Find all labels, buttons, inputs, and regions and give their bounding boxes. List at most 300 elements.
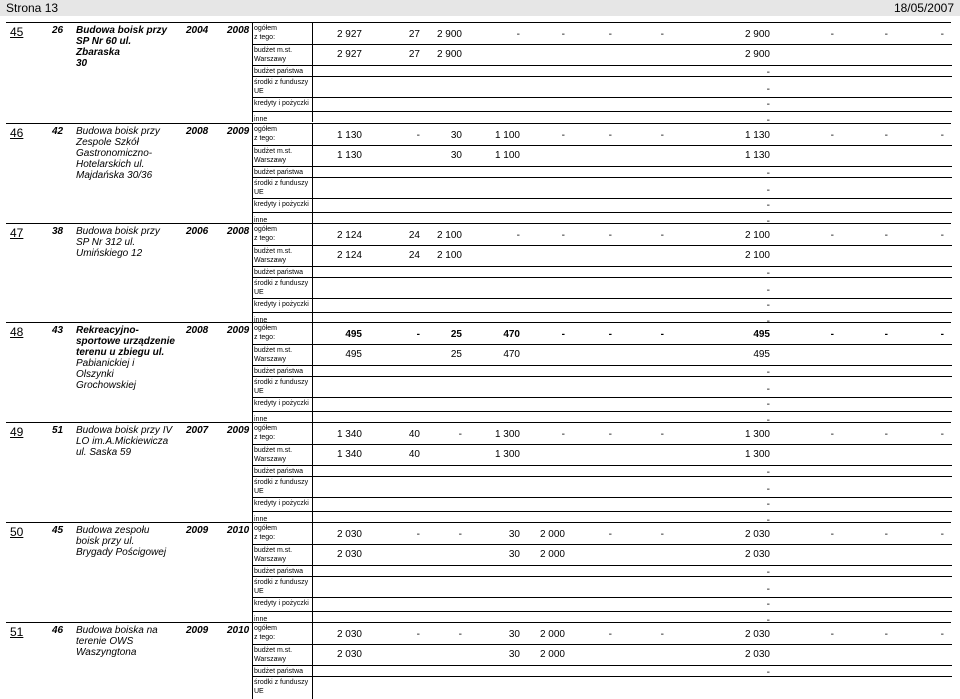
- total-value-cell: -: [608, 529, 612, 540]
- city-budget-value-cell: 2 000: [539, 649, 565, 660]
- record-block: [0, 522, 960, 626]
- funding-source-label: [254, 99, 312, 108]
- funding-source-text: z tego:: [254, 235, 276, 242]
- funding-source-label: [254, 578, 312, 596]
- row-divider: [252, 266, 952, 267]
- row-divider: [252, 312, 952, 313]
- row-divider: [252, 497, 952, 498]
- total-value-cell: -: [940, 629, 944, 640]
- funding-source-text: ogółem: [254, 25, 277, 32]
- total-value-cell: 2 030: [744, 629, 770, 640]
- total-value-cell: -: [940, 429, 944, 440]
- city-budget-value-cell: 40: [408, 449, 420, 460]
- funding-source-label: [254, 524, 312, 542]
- funding-source-label: [254, 168, 312, 177]
- task-name-line: LO im.A.Mickiewicza: [76, 436, 169, 447]
- total-value-cell: -: [660, 130, 664, 141]
- empty-value: -: [766, 467, 770, 478]
- city-budget-value-cell: 24: [408, 250, 420, 261]
- total-value-cell: -: [940, 130, 944, 141]
- task-name-line: Budowa zespołu: [76, 525, 150, 536]
- total-value-cell: -: [940, 230, 944, 241]
- funding-source-text: środki z funduszy: [254, 280, 309, 287]
- funding-source-text: inne: [254, 217, 268, 224]
- total-value-cell: -: [940, 29, 944, 40]
- record-divider: [6, 123, 951, 124]
- funding-source-label: [254, 678, 312, 696]
- city-budget-value-cell: 2 100: [436, 250, 462, 261]
- empty-value: -: [766, 667, 770, 678]
- total-value-cell: -: [416, 329, 420, 340]
- funding-source-text: UE: [254, 688, 264, 695]
- row-divider: [252, 411, 952, 412]
- funding-source-text: budżet m.st.: [254, 547, 293, 554]
- total-value-cell: 2 030: [336, 529, 362, 540]
- empty-value: -: [766, 185, 770, 196]
- total-value-cell: 24: [408, 230, 420, 241]
- total-value-cell: 1 130: [336, 130, 362, 141]
- city-budget-value-cell: 30: [508, 649, 520, 660]
- total-value-cell: -: [608, 429, 612, 440]
- start-year: 2009: [186, 625, 209, 636]
- total-value-cell: -: [458, 429, 462, 440]
- total-value-cell: 40: [408, 429, 420, 440]
- total-value-cell: -: [608, 329, 612, 340]
- funding-source-label: [254, 599, 312, 608]
- column-separator: [312, 322, 313, 422]
- total-value-cell: -: [561, 329, 565, 340]
- total-value-cell: 495: [345, 329, 362, 340]
- page-number: Strona 13: [6, 1, 59, 15]
- funding-source-text: z tego:: [254, 634, 276, 641]
- city-budget-value-cell: 2 030: [336, 549, 362, 560]
- row-divider: [252, 465, 952, 466]
- task-name-line: sportowe urządzenie: [76, 336, 175, 347]
- funding-source-text: z tego:: [254, 135, 276, 142]
- record-number: 46: [52, 625, 64, 636]
- record-divider: [6, 422, 951, 423]
- funding-source-label: [254, 399, 312, 408]
- record-divider: [6, 522, 951, 523]
- total-value-cell: -: [884, 329, 888, 340]
- funding-source-label: [254, 478, 312, 496]
- row-divider: [252, 444, 952, 445]
- funding-source-text: budżet m.st.: [254, 248, 293, 255]
- column-separator: [312, 123, 313, 223]
- record-index: 48: [10, 325, 24, 339]
- row-divider: [252, 676, 952, 677]
- record-block: [0, 322, 960, 426]
- funding-source-text: UE: [254, 388, 264, 395]
- funding-source-label: [254, 225, 312, 243]
- task-name-line: Rekreacyjno-: [76, 325, 139, 336]
- task-name-line: Zespole Szkół: [76, 137, 139, 148]
- funding-source-label: [254, 125, 312, 143]
- empty-value: -: [766, 67, 770, 78]
- record-block: [0, 22, 960, 126]
- city-budget-value-cell: 30: [450, 150, 462, 161]
- funding-source-text: budżet m.st.: [254, 647, 293, 654]
- total-value-cell: -: [660, 429, 664, 440]
- total-value-cell: -: [660, 529, 664, 540]
- city-budget-value-cell: 1 130: [744, 150, 770, 161]
- funding-source-text: Warszawy: [254, 157, 287, 164]
- total-value-cell: 1 100: [494, 130, 520, 141]
- total-value-cell: 30: [450, 130, 462, 141]
- city-budget-value-cell: 2 124: [336, 250, 362, 261]
- record-number: 45: [52, 525, 64, 536]
- record-divider: [6, 622, 951, 623]
- funding-source-label: [254, 499, 312, 508]
- empty-value: -: [766, 216, 770, 227]
- funding-source-label: [254, 268, 312, 277]
- total-value-cell: 2 000: [539, 529, 565, 540]
- funding-source-text: Warszawy: [254, 257, 287, 264]
- city-budget-value-cell: 2 900: [744, 49, 770, 60]
- row-divider: [252, 76, 952, 77]
- total-value-cell: -: [884, 429, 888, 440]
- total-value-cell: -: [561, 130, 565, 141]
- task-name-line: terenie OWS: [76, 636, 134, 647]
- task-name-line: Budowa boisk przy: [76, 25, 168, 36]
- column-separator: [252, 223, 253, 323]
- total-value-cell: -: [516, 29, 520, 40]
- funding-source-text: środki z funduszy: [254, 180, 309, 187]
- record-block: [0, 123, 960, 227]
- row-divider: [252, 298, 952, 299]
- city-budget-value-cell: 470: [503, 349, 520, 360]
- total-value-cell: 30: [508, 629, 520, 640]
- empty-value: -: [766, 115, 770, 126]
- funding-source-label: [254, 67, 312, 76]
- total-value-cell: 1 130: [744, 130, 770, 141]
- funding-source-text: budżet państwa: [254, 169, 304, 176]
- record-number: 42: [52, 126, 64, 137]
- funding-source-text: budżet państwa: [254, 368, 304, 375]
- funding-source-text: inne: [254, 616, 268, 623]
- row-divider: [252, 198, 952, 199]
- row-divider: [252, 245, 952, 246]
- total-value-cell: 25: [450, 329, 462, 340]
- task-name-line: Grochowskiej: [76, 380, 137, 391]
- row-divider: [252, 597, 952, 598]
- task-name: [76, 226, 176, 259]
- funding-source-label: [254, 147, 312, 165]
- end-year: 2008: [227, 25, 250, 36]
- total-value-cell: -: [830, 230, 834, 241]
- funding-source-text: z tego:: [254, 434, 276, 441]
- end-year: 2010: [227, 625, 250, 636]
- total-value-cell: -: [884, 130, 888, 141]
- funding-source-text: UE: [254, 189, 264, 196]
- row-divider: [252, 576, 952, 577]
- funding-source-text: ogółem: [254, 425, 277, 432]
- record-block: [0, 223, 960, 327]
- total-value-cell: 2 000: [539, 629, 565, 640]
- funding-source-text: inne: [254, 416, 268, 423]
- row-divider: [252, 565, 952, 566]
- total-value-cell: 2 100: [744, 230, 770, 241]
- end-year: 2010: [227, 525, 250, 536]
- task-name: [76, 425, 176, 458]
- total-value-cell: 495: [753, 329, 770, 340]
- funding-source-text: środki z funduszy: [254, 679, 309, 686]
- empty-value: -: [766, 99, 770, 110]
- record-index: 51: [10, 625, 24, 639]
- row-divider: [252, 277, 952, 278]
- empty-value: -: [766, 300, 770, 311]
- task-name-line: SP Nr 60 ul. Zbaraska: [76, 36, 132, 58]
- empty-value: -: [766, 499, 770, 510]
- city-budget-value-cell: 495: [753, 349, 770, 360]
- city-budget-value-cell: 2 100: [744, 250, 770, 261]
- total-value-cell: 470: [503, 329, 520, 340]
- total-value-cell: -: [884, 529, 888, 540]
- task-name: [76, 525, 176, 558]
- funding-source-text: środki z funduszy: [254, 479, 309, 486]
- funding-source-text: ogółem: [254, 226, 277, 233]
- total-value-cell: -: [561, 230, 565, 241]
- funding-source-text: Warszawy: [254, 356, 287, 363]
- funding-source-text: budżet państwa: [254, 468, 304, 475]
- city-budget-value-cell: 25: [450, 349, 462, 360]
- empty-value: -: [766, 367, 770, 378]
- total-value-cell: -: [660, 629, 664, 640]
- funding-source-text: środki z funduszy: [254, 79, 309, 86]
- row-divider: [252, 476, 952, 477]
- total-value-cell: -: [830, 29, 834, 40]
- column-separator: [312, 422, 313, 522]
- total-value-cell: -: [416, 629, 420, 640]
- row-divider: [252, 111, 952, 112]
- row-divider: [252, 97, 952, 98]
- empty-value: -: [766, 567, 770, 578]
- funding-source-label: [254, 424, 312, 442]
- funding-source-label: [254, 367, 312, 376]
- total-value-cell: 2 124: [336, 230, 362, 241]
- task-name-line: Majdańska 30/36: [76, 170, 153, 181]
- task-name-line: Waszyngtona: [76, 647, 137, 658]
- funding-source-text: kredyty i pożyczki: [254, 301, 309, 308]
- record-number: 38: [52, 226, 64, 237]
- column-separator: [252, 422, 253, 522]
- total-value-cell: 2 900: [744, 29, 770, 40]
- row-divider: [252, 376, 952, 377]
- total-value-cell: -: [608, 29, 612, 40]
- funding-source-text: Warszawy: [254, 656, 287, 663]
- column-separator: [312, 223, 313, 323]
- city-budget-value-cell: 1 300: [744, 449, 770, 460]
- end-year: 2009: [227, 425, 250, 436]
- record-divider: [6, 223, 951, 224]
- funding-source-text: z tego:: [254, 34, 276, 41]
- task-name-line: Brygady Pościgowej: [76, 547, 167, 558]
- row-divider: [252, 212, 952, 213]
- task-name-line: terenu u zbiegu ul.: [76, 347, 165, 358]
- total-value-cell: -: [561, 29, 565, 40]
- total-value-cell: -: [416, 529, 420, 540]
- start-year: 2006: [186, 226, 209, 237]
- total-value-cell: -: [561, 429, 565, 440]
- total-value-cell: -: [830, 329, 834, 340]
- column-separator: [312, 22, 313, 122]
- empty-value: -: [766, 384, 770, 395]
- empty-value: -: [766, 615, 770, 626]
- funding-source-text: ogółem: [254, 325, 277, 332]
- total-value-cell: -: [608, 629, 612, 640]
- row-divider: [252, 665, 952, 666]
- total-value-cell: -: [830, 529, 834, 540]
- funding-source-text: Warszawy: [254, 56, 287, 63]
- record-block: [0, 422, 960, 526]
- row-divider: [252, 177, 952, 178]
- funding-source-text: UE: [254, 88, 264, 95]
- start-year: 2008: [186, 325, 209, 336]
- row-divider: [252, 644, 952, 645]
- total-value-cell: -: [416, 130, 420, 141]
- total-value-cell: -: [608, 130, 612, 141]
- funding-source-label: [254, 667, 312, 676]
- empty-value: -: [766, 268, 770, 279]
- city-budget-value-cell: 1 340: [336, 449, 362, 460]
- total-value-cell: -: [458, 629, 462, 640]
- record-number: 51: [52, 425, 64, 436]
- row-divider: [252, 65, 952, 66]
- funding-source-text: budżet m.st.: [254, 148, 293, 155]
- funding-source-label: [254, 446, 312, 464]
- funding-source-text: Warszawy: [254, 456, 287, 463]
- funding-source-label: [254, 546, 312, 564]
- record-block: [0, 622, 960, 699]
- city-budget-value-cell: 2 030: [336, 649, 362, 660]
- funding-source-label: [254, 247, 312, 265]
- funding-source-label: [254, 24, 312, 42]
- funding-source-label: [254, 78, 312, 96]
- task-name-line: Budowa boisk przy IV: [76, 425, 173, 436]
- column-separator: [312, 522, 313, 622]
- total-value-cell: -: [516, 230, 520, 241]
- funding-source-text: budżet państwa: [254, 68, 304, 75]
- funding-source-label: [254, 567, 312, 576]
- city-budget-value-cell: 2 030: [744, 549, 770, 560]
- empty-value: -: [766, 168, 770, 179]
- funding-source-label: [254, 624, 312, 642]
- total-value-cell: -: [830, 429, 834, 440]
- row-divider: [252, 145, 952, 146]
- total-value-cell: -: [884, 230, 888, 241]
- total-value-cell: -: [940, 529, 944, 540]
- total-value-cell: 2 030: [744, 529, 770, 540]
- record-index: 47: [10, 226, 24, 240]
- total-value-cell: 2 030: [336, 629, 362, 640]
- task-name: [76, 126, 176, 181]
- column-separator: [252, 123, 253, 223]
- empty-value: -: [766, 200, 770, 211]
- task-name-line: Hotelarskich ul.: [76, 159, 145, 170]
- task-name-line: Budowa boiska na: [76, 625, 158, 636]
- end-year: 2008: [227, 226, 250, 237]
- empty-value: -: [766, 84, 770, 95]
- funding-source-label: [254, 378, 312, 396]
- city-budget-value-cell: 1 300: [494, 449, 520, 460]
- city-budget-value-cell: 1 100: [494, 150, 520, 161]
- city-budget-value-cell: 2 030: [744, 649, 770, 660]
- row-divider: [252, 44, 952, 45]
- city-budget-value-cell: 1 130: [336, 150, 362, 161]
- task-name-line: Budowa boisk przy: [76, 226, 160, 237]
- funding-source-text: ogółem: [254, 126, 277, 133]
- task-name-line: Gastronomiczno-: [76, 148, 153, 159]
- empty-value: -: [766, 599, 770, 610]
- empty-value: -: [766, 484, 770, 495]
- empty-value: -: [766, 415, 770, 426]
- funding-source-label: [254, 467, 312, 476]
- funding-source-text: budżet państwa: [254, 568, 304, 575]
- empty-value: -: [766, 316, 770, 327]
- funding-source-text: ogółem: [254, 625, 277, 632]
- total-value-cell: 30: [508, 529, 520, 540]
- end-year: 2009: [227, 325, 250, 336]
- record-index: 50: [10, 525, 24, 539]
- funding-source-label: [254, 324, 312, 342]
- page-header: [0, 0, 960, 16]
- total-value-cell: -: [830, 130, 834, 141]
- record-divider: [6, 22, 951, 23]
- city-budget-value-cell: 495: [345, 349, 362, 360]
- city-budget-value-cell: 2 000: [539, 549, 565, 560]
- task-name-line: Olszynki: [76, 369, 114, 380]
- funding-source-text: kredyty i pożyczki: [254, 201, 309, 208]
- task-name-line: 30: [76, 58, 88, 69]
- funding-source-text: UE: [254, 588, 264, 595]
- record-index: 45: [10, 25, 24, 39]
- row-divider: [252, 544, 952, 545]
- funding-source-label: [254, 646, 312, 664]
- total-value-cell: -: [660, 329, 664, 340]
- total-value-cell: -: [884, 629, 888, 640]
- task-name-line: Umińskiego 12: [76, 248, 143, 259]
- total-value-cell: -: [830, 629, 834, 640]
- column-separator: [252, 522, 253, 622]
- funding-source-text: UE: [254, 488, 264, 495]
- task-name-line: Pabianickiej i: [76, 358, 135, 369]
- funding-source-text: środki z funduszy: [254, 579, 309, 586]
- funding-source-label: [254, 179, 312, 197]
- total-value-cell: -: [660, 230, 664, 241]
- row-divider: [252, 397, 952, 398]
- funding-source-label: [254, 300, 312, 309]
- row-divider: [252, 611, 952, 612]
- city-budget-value-cell: 27: [408, 49, 420, 60]
- row-divider: [252, 344, 952, 345]
- record-divider: [6, 322, 951, 323]
- total-value-cell: -: [608, 230, 612, 241]
- start-year: 2008: [186, 126, 209, 137]
- funding-source-text: budżet państwa: [254, 269, 304, 276]
- task-name-line: SP Nr 312 ul.: [76, 237, 136, 248]
- city-budget-value-cell: 30: [508, 549, 520, 560]
- start-year: 2007: [186, 425, 209, 436]
- total-value-cell: -: [884, 29, 888, 40]
- city-budget-value-cell: 2 900: [436, 49, 462, 60]
- funding-source-label: [254, 279, 312, 297]
- total-value-cell: -: [940, 329, 944, 340]
- funding-source-text: Warszawy: [254, 556, 287, 563]
- record-number: 26: [52, 25, 64, 36]
- total-value-cell: 1 300: [494, 429, 520, 440]
- total-value-cell: 1 340: [336, 429, 362, 440]
- row-divider: [252, 166, 952, 167]
